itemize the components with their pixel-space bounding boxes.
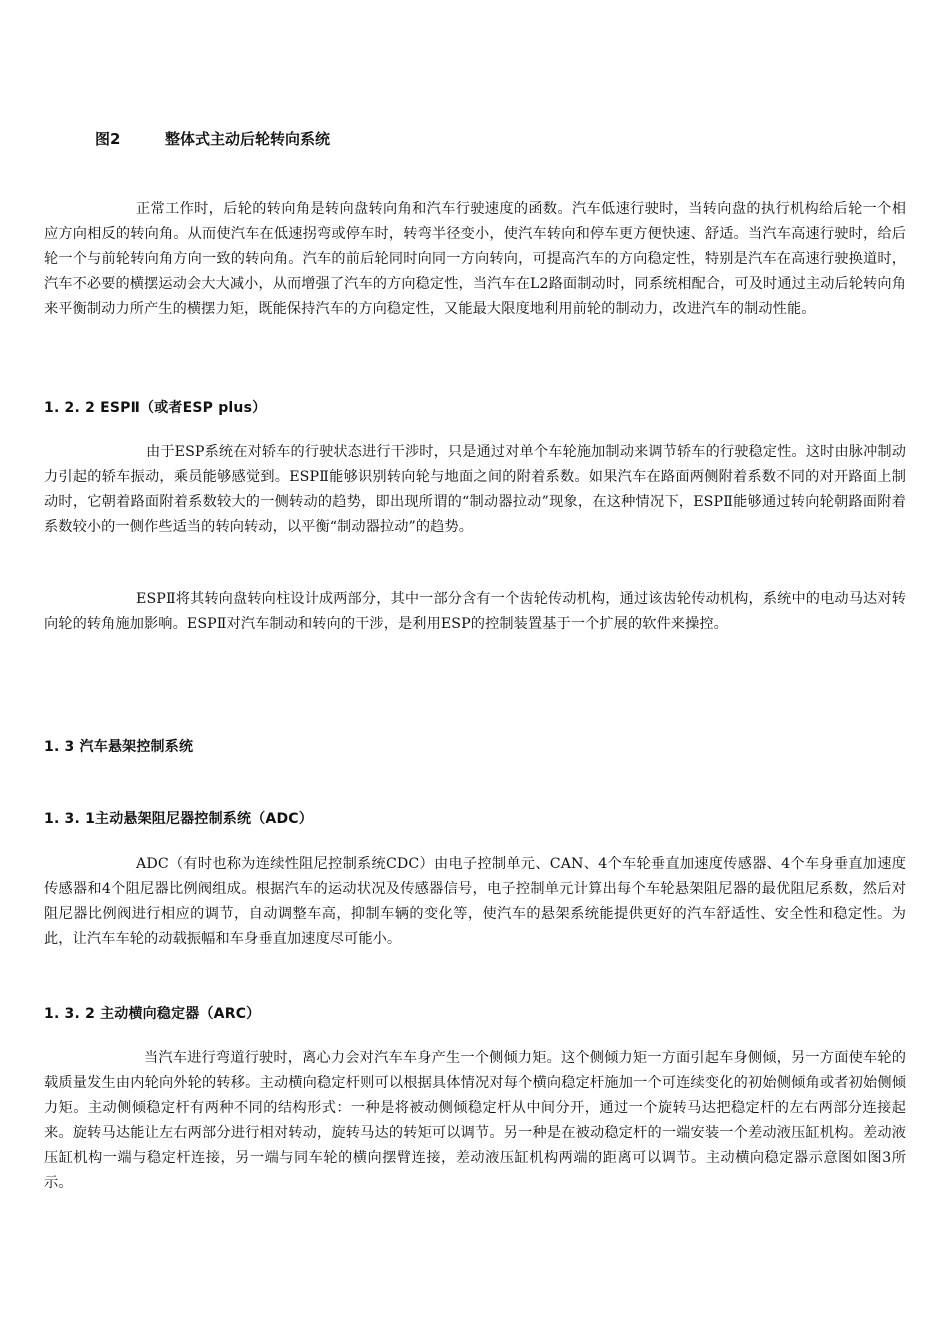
section-heading-1-2-2: 1. 2. 2 ESPⅡ（或者ESP plus） xyxy=(44,400,267,416)
paragraph-esp2-intro: 由于ESP系统在对轿车的行驶状态进行干涉时，只是通过对单个车轮施加制动来调节轿车的行驶稳定性。这时由脉冲制动力引起的轿车振动，乘员能够感觉到。ESPⅡ能够识别转向轮与地面之间的附着系数。如果汽车在路面两侧附着系数不同的对开路面上制动时，它朝着路面附着系数较大的一侧转动的趋势，即出现所谓的“制动器拉动”现象，在这种情况下，ESPⅡ能够通过转向轮朝路面附着系数较小的一侧作些适当的转向转动，以平衡“制动器拉动”的趋势。 xyxy=(44,444,906,535)
paragraph-rear-steering: 正常工作时，后轮的转向角是转向盘转向角和汽车行驶速度的函数。汽车低速行驶时，当转向盘的执行机构给后轮一个相应方向相反的转向角。从而使汽车在低速拐弯或停车时，转弯半径变小，使汽车转向和停车更方便快速、舒适。当汽车高速行驶时，给后轮一个与前轮转向角方向一致的转向角。汽车的前后轮同时向同一方向转向，可提高汽车的方向稳定性，特别是汽车在高速行驶换道时，汽车不必要的横摆运动会大大减小，从而增强了汽车的方向稳定性，当汽车在L2路面制动时，同系统相配合，可及时通过主动后轮转向角来平衡制动力所产生的横摆力矩，既能保持汽车的方向稳定性，又能最大限度地利用前轮的制动力，改进汽车的制动性能。 xyxy=(44,201,906,317)
figure-caption xyxy=(95,128,330,149)
section-heading-1-3: 1. 3 汽车悬架控制系统 xyxy=(44,739,194,755)
section-heading-1-3-1: 1. 3. 1主动悬架阻尼器控制系统（ADC） xyxy=(44,811,313,827)
paragraph-adc: ADC（有时也称为连续性阻尼控制系统CDC）由电子控制单元、CAN、4个车轮垂直加速度传感器、4个车身垂直加速度传感器和4个阻尼器比例阀组成。根据汽车的运动状况及传感器信号，电子控制单元计算出每个车轮悬架阻尼器的最优阻尼系数，然后对阻尼器比例阀进行相应的调节，自动调整车高，抑制车辆的变化等，使汽车的悬架系统能提供更好的汽车舒适性、安全性和稳定性。为此，让汽车车轮的动载振幅和车身垂直加速度尽可能小。 xyxy=(44,856,906,947)
section-heading-1-3-2: 1. 3. 2 主动横向稳定器（ARC） xyxy=(44,1006,261,1022)
paragraph-arc: 当汽车进行弯道行驶时，离心力会对汽车车身产生一个侧倾力矩。这个侧倾力矩一方面引起车身侧倾，另一方面使车轮的载质量发生由内轮向外轮的转移。主动横向稳定杆则可以根据具体情况对每个横向稳定杆施加一个可连续变化的初始侧倾角或者初始侧倾力矩。主动侧倾稳定杆有两种不同的结构形式：一种是将被动侧倾稳定杆从中间分开，通过一个旋转马达把稳定杆的左右两部分连接起来。旋转马达能让左右两部分进行相对转动，旋转马达的转矩可以调节。另一种是在被动稳定杆的一端安装一个差动液压缸机构。差动液压缸机构一端与稳定杆连接，另一端与同车轮的横向摆臂连接，差动液压缸机构两端的距离可以调节。主动横向稳定器示意图如图3所示。 xyxy=(44,1050,906,1191)
figure-number: 图2 xyxy=(95,130,121,148)
paragraph-esp2-design: ESPⅡ将其转向盘转向柱设计成两部分，其中一部分含有一个齿轮传动机构，通过该齿轮传动机构，系统中的电动马达对转向轮的转角施加影响。ESPⅡ对汽车制动和转向的干涉，是利用ESP的控制装置基于一个扩展的软件来操控。 xyxy=(44,591,906,632)
figure-title: 整体式主动后轮转向系统 xyxy=(165,130,331,148)
